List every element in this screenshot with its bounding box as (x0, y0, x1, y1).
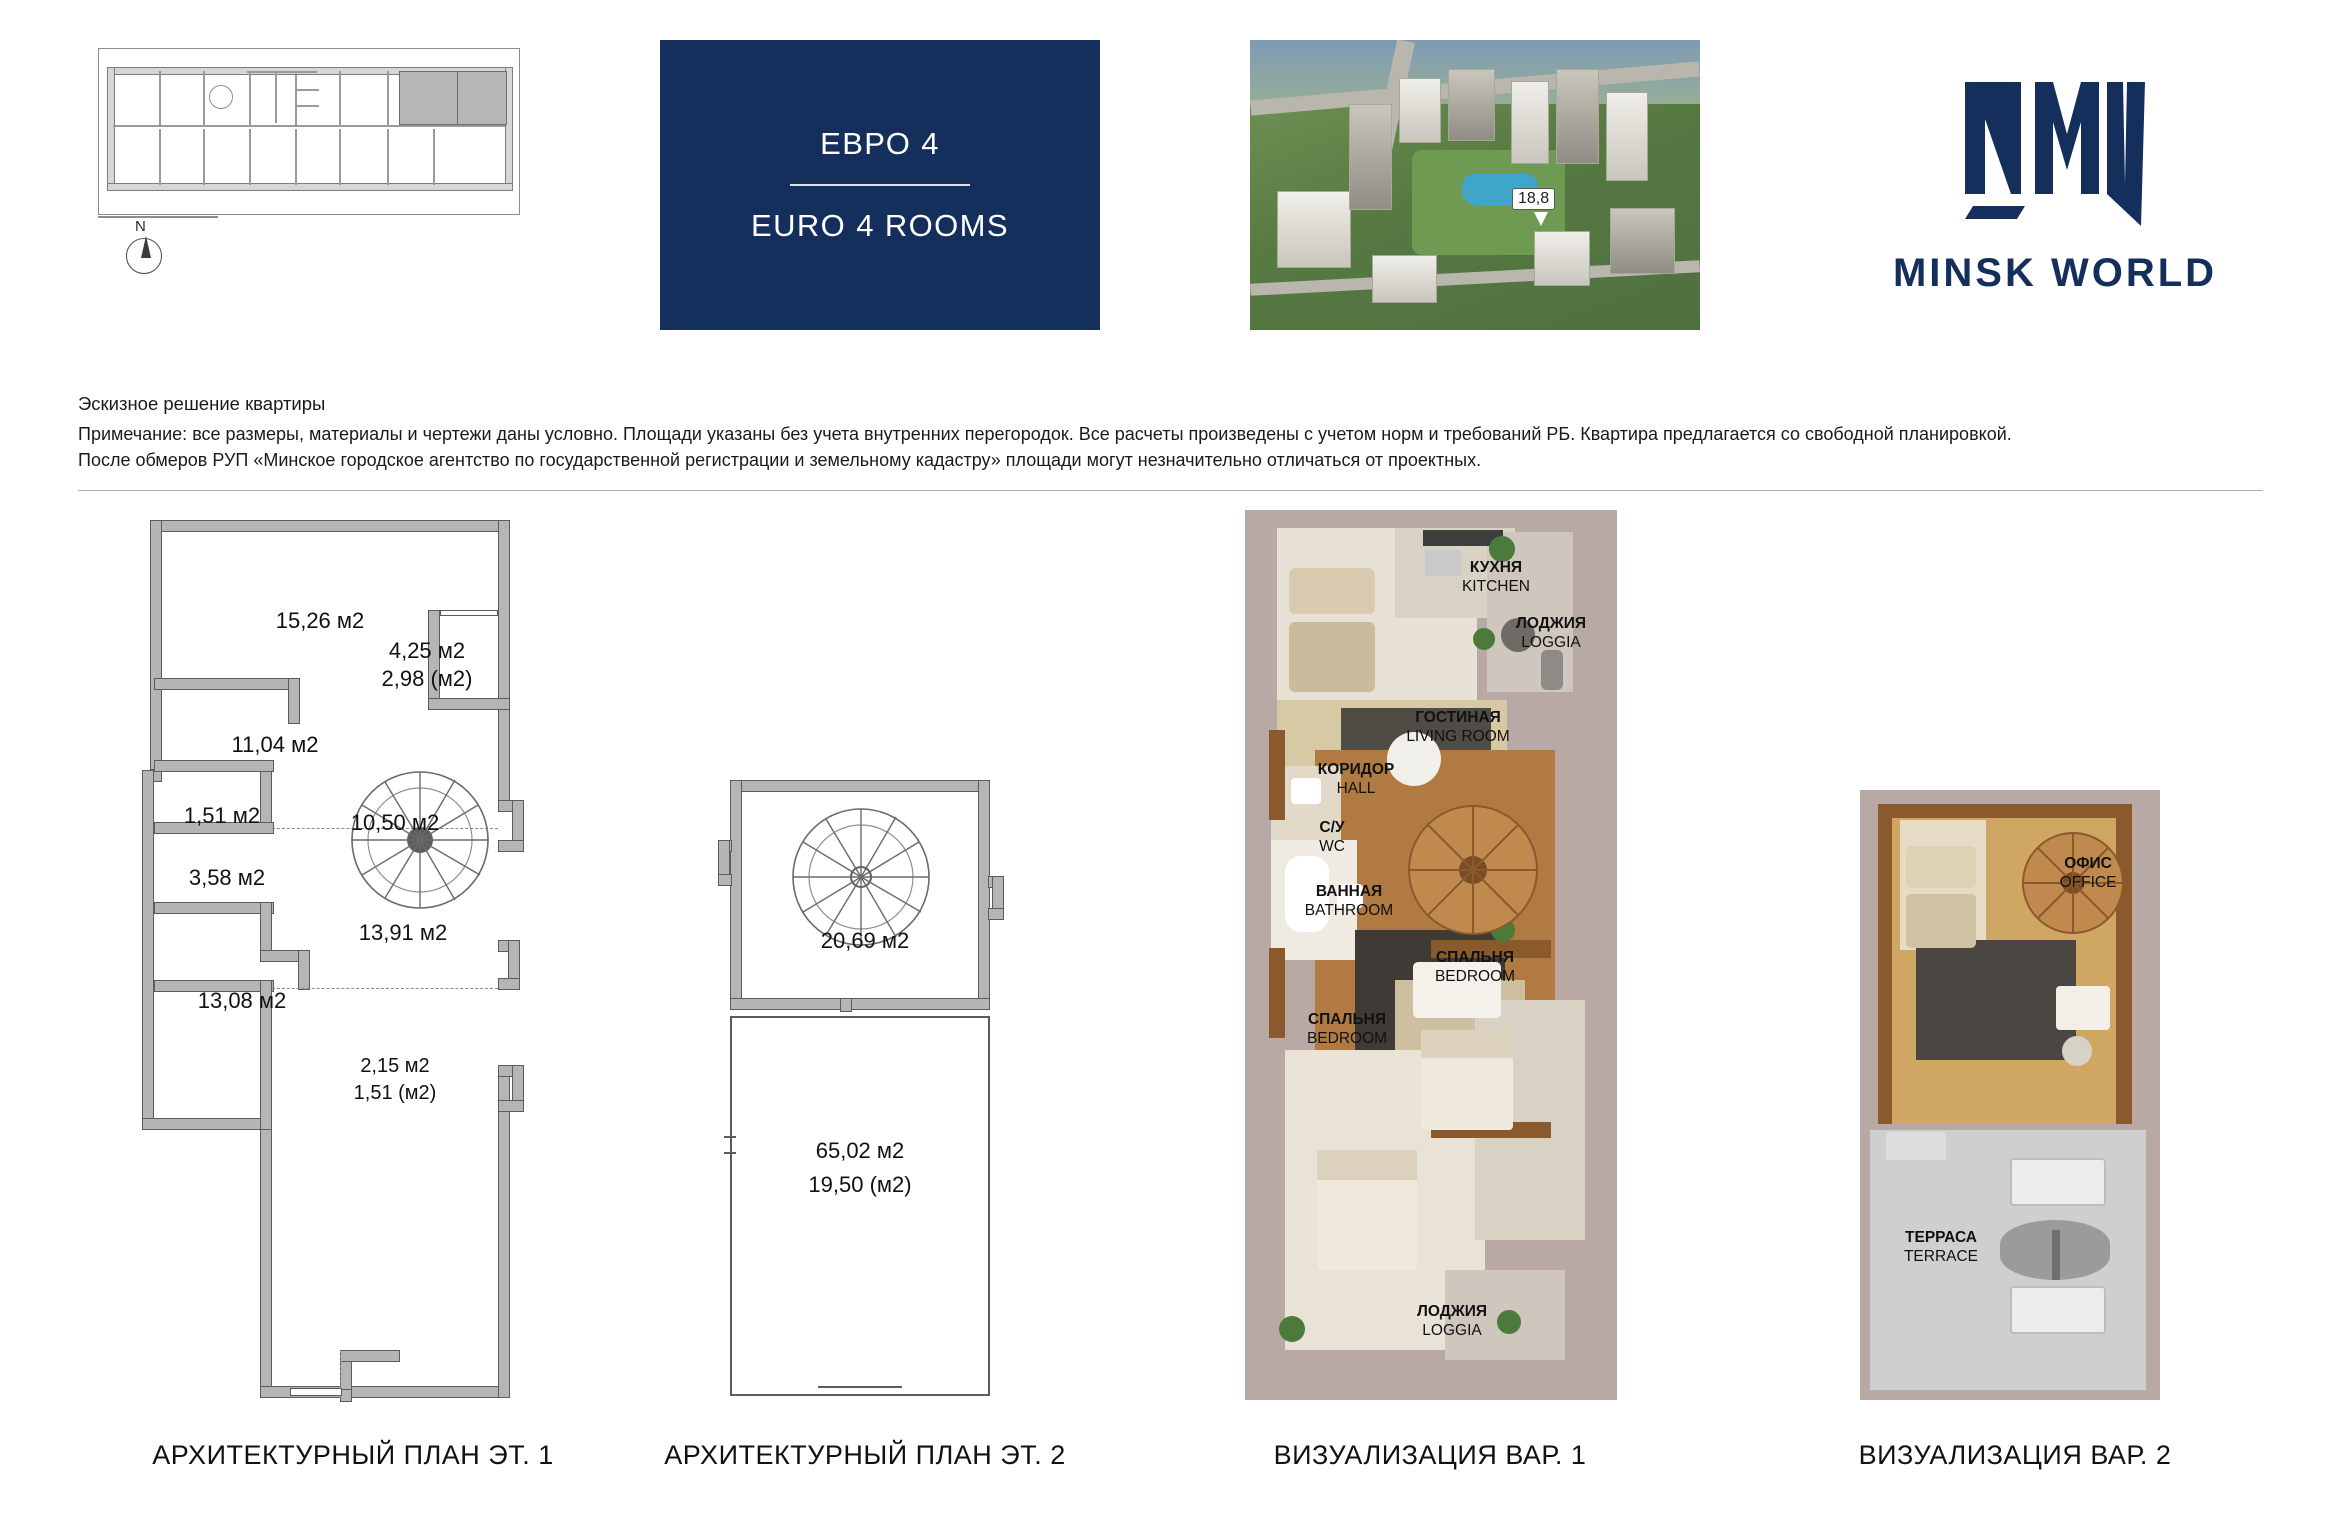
room-label-ru: КУХНЯ (1469, 559, 1523, 576)
area-label: 13,91 м2 (358, 920, 448, 945)
room-label-en: LOGGIA (1422, 1322, 1482, 1340)
aerial-floor-marker: 18,8 (1512, 188, 1555, 210)
mw-monogram-icon (1955, 74, 2155, 229)
room-label-ru: СПАЛЬНЯ (1307, 1011, 1387, 1028)
caption-render-1: ВИЗУАЛИЗАЦИЯ ВАР. 1 (1273, 1440, 1587, 1470)
room-label (1301, 760, 1411, 799)
room-label-en: LOGGIA (1521, 634, 1581, 652)
room-label-ru: ОФИС (2064, 855, 2112, 872)
caption-render-2: ВИЗУАЛИЗАЦИЯ ВАР. 2 (1858, 1440, 2172, 1470)
room-label-ru: ГОСТИНАЯ (1415, 709, 1501, 726)
aerial-pin-icon (1534, 212, 1548, 226)
caption-floor-plan-2: АРХИТЕКТУРНЫЙ ПЛАН ЭТ. 2 (664, 1440, 1066, 1470)
room-label (1417, 948, 1533, 987)
room-label-ru: ЛОДЖИЯ (1515, 615, 1587, 632)
title-rule (790, 184, 970, 186)
building-key-plan (78, 48, 530, 278)
room-label-ru: ТЕРРАСА (1905, 1229, 1977, 1246)
room-label-ru: ВАННАЯ (1315, 883, 1383, 900)
room-label (1289, 1010, 1405, 1049)
room-label-en: OFFICE (2059, 874, 2117, 892)
area-label: 4,25 м2 (388, 638, 466, 663)
area-label: 1,51 м2 (183, 803, 261, 828)
room-label-ru: С/У (1319, 819, 1345, 836)
aerial-site-photo (1250, 40, 1700, 330)
room-label (1397, 1302, 1507, 1341)
brand-name: MINSK WORLD (1892, 251, 2218, 295)
panel-render-1 (1245, 510, 1645, 1470)
area-label: 13,08 м2 (197, 988, 287, 1013)
room-label-ru: СПАЛЬНЯ (1435, 949, 1515, 966)
area-label: 3,58 м2 (188, 865, 266, 890)
room-label (1291, 882, 1407, 921)
panel-floor-plan-2 (664, 510, 1066, 1470)
header-divider (78, 490, 2263, 491)
floor-plan-1-drawing (140, 510, 560, 1400)
floor-plan-2-drawing (700, 780, 1040, 1400)
key-plan-divider (98, 216, 218, 218)
area-label: 19,50 (м2) (808, 1172, 912, 1197)
area-label: 1,51 (м2) (353, 1082, 437, 1104)
panel-floor-plan-1 (140, 510, 560, 1470)
apartment-type-ru: ЕВРО 4 (820, 126, 940, 162)
area-label: 10,50 м2 (350, 810, 440, 835)
room-label (1297, 818, 1367, 857)
panel-render-2 (1858, 510, 2220, 1470)
render-variant-1-image (1245, 510, 1617, 1400)
room-label-en: KITCHEN (1461, 578, 1531, 596)
notes-block (78, 393, 2258, 473)
room-label-en: BEDROOM (1306, 1030, 1388, 1048)
room-label-en: BATHROOM (1304, 902, 1394, 920)
caption-floor-plan-1: АРХИТЕКТУРНЫЙ ПЛАН ЭТ. 1 (152, 1440, 554, 1470)
area-label: 11,04 м2 (231, 732, 319, 757)
notes-line-2: После обмеров РУП «Минское городское агентство по государственной регистрации и земельному кадастру» площади могут незначительно отличаться от проектных. (78, 450, 1482, 471)
spiral-staircase-icon (1403, 800, 1543, 940)
notes-line-1: Примечание: все размеры, материалы и чертежи даны условно. Площади указаны без учета внутренних перегородок. Все расчеты произведены с учетом норм и требований РБ. Квартира предлагается со свободной планировкой. (78, 424, 2012, 444)
brand-logo (1845, 40, 2265, 330)
area-label: 20,69 м2 (820, 928, 910, 953)
area-label: 2,15 м2 (360, 1055, 430, 1077)
room-label-en: HALL (1336, 780, 1376, 798)
document-header (0, 0, 2337, 360)
room-label-en: LIVING ROOM (1406, 728, 1510, 746)
spiral-staircase-icon (345, 765, 495, 915)
room-label (1503, 614, 1599, 653)
key-plan-drawing (98, 48, 520, 215)
area-label: 65,02 м2 (815, 1138, 905, 1163)
room-label (1886, 1228, 1996, 1267)
area-label: 15,26 м2 (275, 608, 365, 633)
compass-icon (104, 220, 194, 276)
room-label-en: TERRACE (1903, 1248, 1979, 1266)
apartment-type-plate (660, 40, 1100, 330)
room-label-ru: ЛОДЖИЯ (1416, 1303, 1488, 1320)
room-label (1441, 558, 1551, 597)
room-label-ru: КОРИДОР (1317, 761, 1395, 778)
notes-title: Эскизное решение квартиры (78, 393, 326, 414)
area-label: 2,98 (м2) (381, 666, 473, 691)
room-label (2040, 854, 2136, 893)
room-label-en: WC (1319, 838, 1345, 856)
render-variant-2-image (1860, 790, 2160, 1400)
compass-north-label: N (135, 218, 146, 235)
apartment-type-en: EURO 4 ROOMS (751, 207, 1009, 243)
room-label (1393, 708, 1523, 747)
room-label-en: BEDROOM (1434, 968, 1516, 986)
